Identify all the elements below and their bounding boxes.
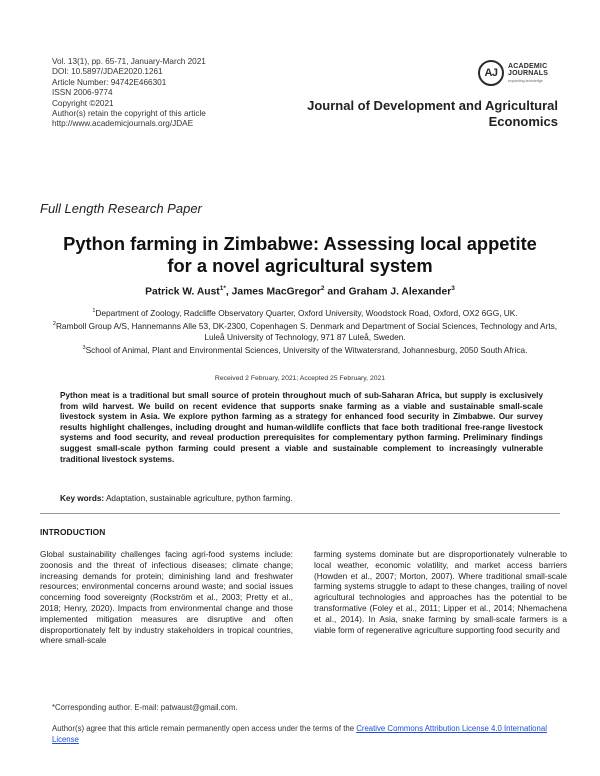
aj-logo-icon: AJ [478,60,504,86]
affiliation-mark: 3 [82,344,86,351]
author-name: Graham J. Alexander [348,286,452,298]
affiliation [50,343,560,356]
keywords-label: Key words: [60,494,105,503]
keywords-text: Adaptation, sustainable agriculture, python farming. [105,494,293,503]
body-column-left: Global sustainability challenges facing agri-food systems include: zoonosis and the threat of infectious diseases; climate change; increasing demands for protein; diminishing land and freshwater resources; environmental concerns around waste; and social issues concerning food sovereignty (Rockström et al., 2003; Pretty et al., 2018; Henry, 2020). Impacts from environmental change and those implemented mitigation measures are disruptive and often disproportionately felt by industry stakeholders in tropical countries, where small-scale [40,549,293,646]
meta-rights: Author(s) retain the copyright of this article [52,109,206,119]
meta-url: http://www.academicjournals.org/JDAE [52,119,194,129]
body-column-right: farming systems dominate but are disproportionately vulnerable to local weather, economic volatility, and market access barriers (Howden et al., 2007; Morton, 2007). Where traditional small-scale farming systems struggle to adapt to these changes, trailing of novel agricultural technologies and approaches has the potential to be transformative (Foley et al., 2011; Lipper et al., 2014; Nhemachena et al., 2014). In Asia, snake farming by small-scale farmers is a viable form of regenerative agriculture supporting food security and [314,549,567,635]
logo-tagline: expanding knowledge [508,79,543,83]
meta-article-number: Article Number: 94742E466301 [52,77,167,87]
author-affil-mark: 3 [451,285,455,292]
meta-doi: DOI: 10.5897/JDAE2020.1261 [52,67,163,77]
author-name: James MacGregor [231,286,321,298]
received-dates: Received 2 February, 2021; Accepted 25 February, 2021 [214,375,386,382]
abstract: Python meat is a traditional but small source of protein throughout much of sub-Saharan Africa, but supply is exclusively from wild harvest. We build on recent evidence that supports snake farming as a viable and sustainable small-scale livestock system in Asia. We explore python farming as a strategy for enhanced food security in Zimbabwe. Our survey results highlight challenges, including drought and human-wildlife conflicts that face both traditional free-range livestock systems and food security, and reveal production prerequisites for complementary python farming. Preliminary findings suggest small-scale python farming could present a viable and sustainable complement to increasingly vulnerable traditional livestock systems. [60,391,543,464]
affiliation [50,319,560,343]
affiliation [50,306,560,319]
author-separator: and [324,286,349,298]
journal-name [268,98,558,130]
license-text: Author(s) agree that this article remain permanently open access under the terms of the [52,724,357,733]
author-affil-mark: 1* [219,285,226,292]
author-list [0,285,600,297]
corresponding-author: *Corresponding author. E-mail: patwaust@gmail.com. [52,703,238,712]
author-name: Patrick W. Aust [145,286,220,298]
logo-line2: JOURNALS [508,70,549,78]
meta-issn: ISSN 2006-9774 [52,88,113,98]
section-divider [40,513,560,514]
affiliation-text: Department of Zoology, Radcliffe Observatory Quarter, Oxford University, Woodstock Road, Oxford, OX2 6GG, UK. [95,307,518,318]
logo-line1: ACADEMIC [508,63,548,70]
keywords [60,494,293,503]
author-separator: , [225,286,232,298]
affiliations [50,306,560,356]
academic-journals-logo [478,60,558,90]
affiliation-text: Ramboll Group A/S, Hannemanns Alle 53, DK-2300, Copenhagen S. Denmark and Department of Social Sciences, Technology and Arts, Luleå University of Technology, 971 87 Luleå, Sweden. [55,320,558,342]
affiliation-mark: 1 [92,308,96,314]
meta-volume: Vol. 13(1), pp. 65-71, January-March 2021 [52,57,206,66]
journal-name-line1: Journal of Development and Agricultural [307,98,558,113]
title-line2: for a novel agricultural system [167,255,433,276]
paper-type: Full Length Research Paper [40,201,202,216]
introduction-heading: INTRODUCTION [40,527,106,537]
logo-wordmark [508,63,548,78]
license-link[interactable]: Creative Commons Attribution License 4.0 International License [52,724,547,744]
author-affil-mark: 2 [320,285,325,292]
meta-copyright: Copyright ©2021 [52,98,114,108]
affiliation-text: School of Animal, Plant and Environmental Sciences, University of the Witwatersrand, Johannesburg, 2050 South Africa. [85,344,528,355]
paper-title [30,233,570,277]
affiliation-mark: 2 [52,320,56,327]
journal-name-line2: Economics [488,114,558,129]
license-notice [52,723,562,745]
article-metadata [52,57,206,130]
title-line1: Python farming in Zimbabwe: Assessing local appetite [63,233,537,254]
